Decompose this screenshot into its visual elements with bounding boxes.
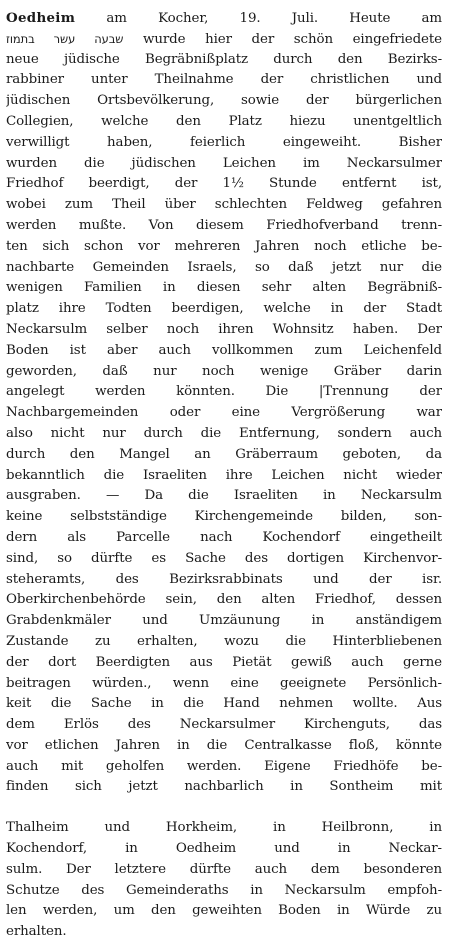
column-break-gap bbox=[6, 798, 442, 818]
article-line: keine selbstständige Kirchengemeinde bilden, son- bbox=[6, 509, 442, 525]
article-line-text: wurde hier der schön eingefriedete bbox=[142, 31, 442, 47]
article-line: werden mußte. Von diesem Friedhofverband trenn- bbox=[6, 217, 442, 233]
article-line: Boden ist aber auch vollkommen zum Leichenfeld bbox=[6, 342, 442, 358]
article-line: geworden, daß nur noch wenige Gräber darin bbox=[6, 363, 442, 379]
article-line: Collegien, welche den Platz hiezu unentgeltlich bbox=[6, 113, 442, 129]
dateline-rest: am Kocher, 19. Juli. Heute am bbox=[106, 11, 442, 26]
hebrew-date-phrase: שבעה עשר בתמוז bbox=[6, 31, 124, 46]
article-column bbox=[6, 8, 442, 943]
article-line: Grabdenkmäler und Umzäunung in anständigem bbox=[6, 613, 442, 629]
article-line: Kochendorf, in Oedheim und in Neckar- bbox=[6, 841, 442, 857]
article-line: steheramts, des Bezirksrabbinats und der isr. bbox=[6, 571, 442, 587]
article-line: bekanntlich die Israeliten ihre Leichen nicht wieder bbox=[6, 467, 442, 483]
article-line: len werden, um den geweihten Boden in Würde zu bbox=[6, 903, 442, 919]
article-line: durch den Mangel an Gräberraum geboten, da bbox=[6, 446, 442, 462]
article-line-hebrew bbox=[6, 29, 442, 50]
article-line: Nachbargemeinden oder eine Vergrößerung war bbox=[6, 405, 442, 421]
article-line: Schutze des Gemeinderaths in Neckarsulm empfoh- bbox=[6, 882, 442, 898]
article-line: dern als Parcelle nach Kochendorf eingetheilt bbox=[6, 529, 442, 545]
article-line: Friedhof beerdigt, der 1½ Stunde entfernt ist, bbox=[6, 176, 442, 192]
article-line: wenigen Familien in diesen sehr alten Begräbniß- bbox=[6, 280, 442, 296]
article-line: Zustande zu erhalten, wozu die Hinterbliebenen bbox=[6, 633, 442, 649]
article-line: jüdischen Ortsbevölkerung, sowie der bürgerlichen bbox=[6, 93, 442, 109]
article-line: vor etlichen Jahren in die Centralkasse floß, könnte bbox=[6, 737, 442, 753]
article-line: Oberkirchenbehörde sein, den alten Friedhof, dessen bbox=[6, 592, 442, 608]
article-line: sind, so dürfte es Sache des dortigen Kirchenvor- bbox=[6, 550, 442, 566]
article-line: beitragen würden., wenn eine geeignete Persönlich- bbox=[6, 675, 442, 691]
article-line: rabbiner unter Theilnahme der christlichen und bbox=[6, 72, 442, 88]
article-line: verwilligt haben, feierlich eingeweiht. Bisher bbox=[6, 134, 442, 150]
article-dateline-line bbox=[6, 8, 442, 29]
article-line: ausgraben. — Da die Israeliten in Neckarsulm bbox=[6, 488, 442, 504]
article-line: wurden die jüdischen Leichen im Neckarsulmer bbox=[6, 155, 442, 171]
article-line: angelegt werden könnten. Die |Trennung der bbox=[6, 384, 442, 400]
article-line: der dort Beerdigten aus Pietät gewiß auch gerne bbox=[6, 654, 442, 670]
article-line: sulm. Der letztere dürfte auch dem besonderen bbox=[6, 861, 442, 877]
article-line: auch mit geholfen werden. Eigene Friedhöfe be- bbox=[6, 758, 442, 774]
article-line: also nicht nur durch die Entfernung, sondern auch bbox=[6, 425, 442, 441]
article-line: finden sich jetzt nachbarlich in Sontheim mit bbox=[6, 779, 442, 795]
dateline-place: Oedheim bbox=[6, 10, 76, 26]
article-line: dem Erlös des Neckarsulmer Kirchenguts, das bbox=[6, 717, 442, 733]
article-line: ten sich schon vor mehreren Jahren noch etliche be- bbox=[6, 238, 442, 254]
article-line-final: erhalten. bbox=[6, 924, 67, 940]
article-line: neue jüdische Begräbnißplatz durch den Bezirks- bbox=[6, 51, 442, 67]
article-line: keit die Sache in die Hand nehmen wollte. Aus bbox=[6, 696, 442, 712]
article-line: wobei zum Theil über schlechten Feldweg gefahren bbox=[6, 197, 442, 213]
article-line: platz ihre Todten beerdigen, welche in der Stadt bbox=[6, 301, 442, 317]
article-line: nachbarte Gemeinden Israels, so daß jetzt nur die bbox=[6, 259, 442, 275]
article-line: Thalheim und Horkheim, in Heilbronn, in bbox=[6, 820, 442, 836]
article-line: Neckarsulm selber noch ihren Wohnsitz haben. Der bbox=[6, 321, 442, 337]
